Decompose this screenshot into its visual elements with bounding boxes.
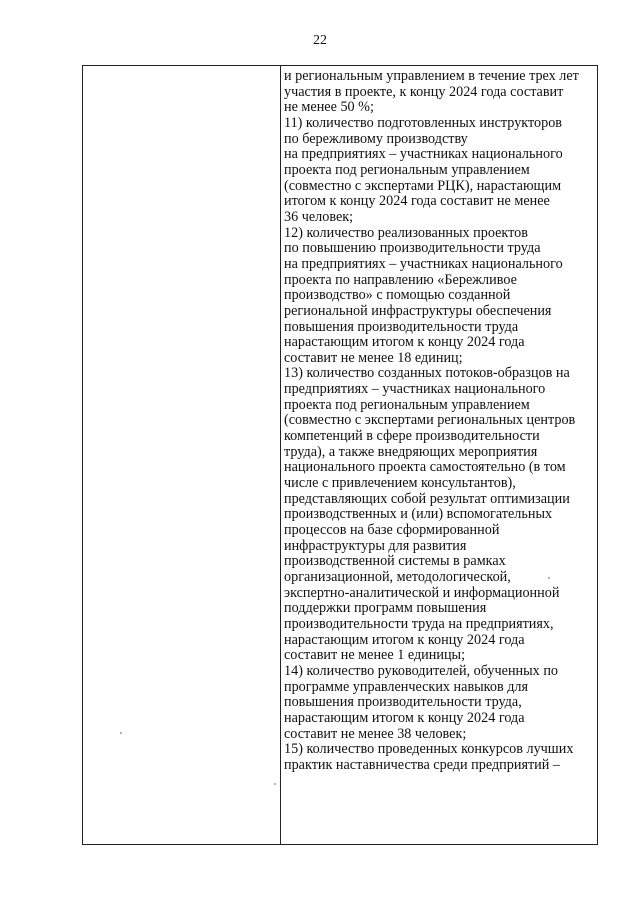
table-text-line: итогом к концу 2024 года составит не менее [284,194,550,210]
table-text-line: производство» с помощью созданной [284,288,511,304]
table-text-line: 36 человек; [284,209,354,225]
page-number: 22 [313,33,327,48]
table-text-line: процессов на базе сформированной [284,523,500,539]
table-text-line: программе управленческих навыков для [284,679,529,695]
table-text-line: производительности труда на предприятиях, [284,616,554,632]
table-text-line: повышения производительности труда, [284,695,522,711]
table-text-line: поддержки программ повышения [284,601,487,617]
table-text-line: организационной, методологической, [284,570,511,585]
table-text-line: повышения производительности труда [284,319,519,335]
table-text-line: числе с привлечением консультантов), [284,476,516,492]
table-text-line: национального проекта самостоятельно (в том [284,460,566,476]
table-text-line: компетенций в сфере производительности [284,429,540,445]
table-right-column [284,69,595,844]
table-left-column [83,66,281,844]
table-text-line: (совместно с экспертами региональных центров [284,413,576,429]
table-text-line: практик наставничества среди предприятий – [284,757,561,773]
table-text-line: представляющих собой результат оптимизации [284,491,570,507]
table-text-line: составит не менее 18 единиц; [284,350,463,366]
table-text-line: на предприятиях – участниках национального [284,256,563,272]
scan-speck [120,732,122,734]
table-text-line: 13) количество созданных потоков-образцов на [284,366,570,382]
table-text-line: предприятиях – участниках национального [284,382,546,398]
table-text-line: (совместно с экспертами РЦК), нарастающим [284,178,562,194]
table-text-line: проекта по направлению «Бережливое [284,272,517,288]
table-text-line: проекта под региональным управлением [284,162,530,178]
table-text-line: 11) количество подготовленных инструкторов [284,115,562,131]
table-text-line: производственных и (или) вспомогательных [284,507,553,523]
table-text-line: по бережливому производству [284,131,468,147]
table-text-line: 14) количество руководителей, обученных по [284,663,559,679]
scan-speck [274,783,276,785]
table-text-line: составит не менее 38 человек; [284,726,467,742]
table-text-line: проекта под региональным управлением [284,397,530,413]
table-text-line: нарастающим итогом к концу 2024 года [284,710,525,726]
table-text-line: нарастающим итогом к концу 2024 года [284,335,525,351]
table-text-line: региональной инфраструктуры обеспечения [284,303,552,319]
table-text-line: нарастающим итогом к концу 2024 года [284,632,525,648]
table-text-line: составит не менее 1 единицы; [284,648,466,664]
table-text-line: труда), а также внедряющих мероприятия [284,444,538,460]
table-text-line: инфраструктуры для развития [284,538,467,554]
table-text-line: 15) количество проведенных конкурсов лучших [284,742,574,758]
table-text-line: по повышению производительности труда [284,241,541,257]
scan-speck [548,577,550,579]
document-table [82,65,598,845]
table-text-line: производственной системы в рамках [284,554,506,570]
table-text-line: участия в проекте, к концу 2024 года составит [284,84,564,100]
table-text-line: экспертно-аналитической и информационной [284,585,560,601]
table-text-line: 12) количество реализованных проектов [284,225,528,241]
table-text-line: и региональным управлением в течение трех лет [284,69,579,84]
table-text-line: на предприятиях – участниках национального [284,147,563,163]
table-text-line: не менее 50 %; [284,100,374,116]
